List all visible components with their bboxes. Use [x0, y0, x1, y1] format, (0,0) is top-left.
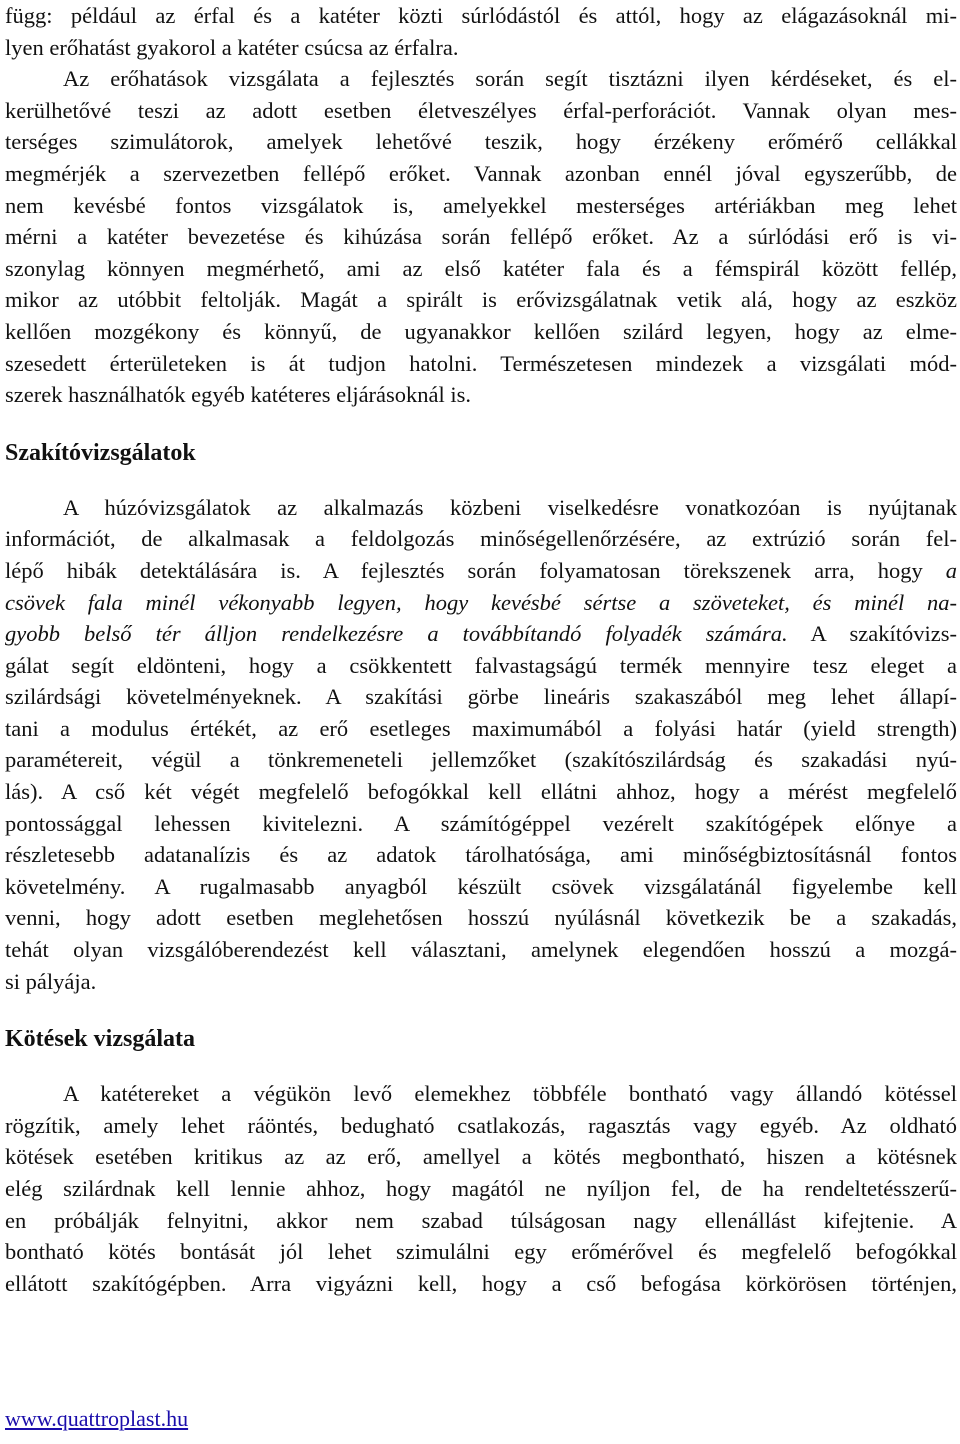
text-segment: függ: például az érfal és a katéter közti súrlódástól és attól, hogy az elágazásoknál mi- — [5, 3, 957, 28]
text-segment: gálat segít eldönteni, hogy a csökkentett falvastagságú termék mennyire tesz eleget a — [5, 652, 957, 678]
text-segment: pontossággal lehessen kivitelezni. A számítógéppel vezérelt szakítógépek előnye a — [5, 810, 957, 836]
text-segment: részletesebb adatanalízis és az adatok tárolhatósága, ami minőségbiztosításnál fontos — [5, 842, 957, 868]
text-segment: szonylag könnyen megmérhető, ami az első katéter fala és a fémspirál között fellép, — [5, 255, 957, 281]
text-line — [5, 63, 957, 95]
text-line — [5, 348, 957, 380]
text-segment: bontható kötés bontását jól lehet szimulálni egy erőmérővel és megfelelő befogókkal — [5, 1239, 957, 1265]
text-line — [5, 808, 957, 840]
text-line — [5, 902, 957, 934]
text-segment: mérni a katéter bevezetése és kihúzása során fellépő erőket. Az a súrlódási erő is vi- — [5, 224, 957, 250]
text-segment: A szakítóvizs- — [787, 621, 957, 647]
section-heading-szakitovizsgalatok: Szakítóvizsgálatok — [5, 439, 196, 466]
footer-website-link[interactable]: www.quattroplast.hu — [5, 1406, 189, 1431]
text-line — [5, 1268, 957, 1300]
text-segment: szerek használhatók egyéb katéteres eljárásoknál is. — [5, 382, 472, 408]
text-line — [5, 221, 957, 253]
text-segment: kötések esetében kritikus az az erő, amellyel a kötés megbontható, hiszen a kötésnek — [5, 1144, 957, 1170]
text-line — [5, 190, 957, 222]
text-line — [5, 1141, 957, 1173]
italic-text-segment: csövek fala minél vékonyabb legyen, hogy kevésbé sértse a szöveteket, és minél na- — [5, 589, 957, 615]
text-segment: nem kevésbé fontos vizsgálatok is, amelyekkel mesterséges artériákban meg lehet — [5, 192, 957, 218]
text-segment: rögzítik, amely lehet ráöntés, bedugható csatlakozás, ragasztás vagy egyéb. Az oldható — [5, 1112, 957, 1138]
text-segment: paramétereit, végül a tönkremeneteli jellemzőket (szakítószilárdság és szakadási nyú- — [5, 747, 957, 773]
text-line — [5, 1078, 957, 1110]
text-line — [5, 650, 957, 682]
text-segment: lyen erőhatást gyakorol a katéter csúcsa az érfalra. — [5, 34, 459, 60]
italic-text-segment: gyobb belső tér álljon rendelkezésre a továbbítandó folyadék számára. — [5, 621, 788, 647]
text-segment: elég szilárdnak kell lennie ahhoz, hogy magától ne nyíljon fel, de ha rendeltetésszerű- — [5, 1176, 957, 1201]
text-line — [5, 934, 957, 966]
text-segment: en próbálják felnyitni, akkor nem szabad túlságosan nagy ellenállást kifejtenie. A — [5, 1207, 957, 1233]
text-line — [5, 587, 957, 619]
text-segment: tehát olyan vizsgálóberendezést kell választani, amelynek elegendően hosszú a mozgá- — [5, 937, 957, 963]
text-line — [5, 1110, 957, 1142]
document-page — [5, 0, 957, 1299]
text-segment: ellátott szakítógépben. Arra vigyázni kell, hogy a cső befogása körkörösen történjen, — [5, 1270, 957, 1296]
text-segment: lás). A cső két végét megfelelő befogókkal kell ellátni ahhoz, hogy a mérést megfelelő — [5, 779, 957, 805]
text-segment: si pályája. — [5, 968, 97, 994]
italic-text-segment: a — [945, 557, 957, 583]
text-line — [5, 32, 957, 64]
text-line — [5, 776, 957, 808]
text-line — [5, 523, 957, 555]
text-line — [5, 379, 957, 411]
text-line — [5, 681, 957, 713]
text-line — [5, 618, 957, 650]
text-line — [5, 284, 957, 316]
text-line — [5, 126, 957, 158]
text-line — [5, 492, 957, 524]
text-segment: mikor az utóbbit feltolják. Magát a spirált is erővizsgálatnak vetik alá, hogy az eszköz — [5, 287, 957, 313]
text-line — [5, 0, 957, 32]
text-segment: szesedett érterületeken is át tudjon hatolni. Természetesen mindezek a vizsgálati mód- — [5, 350, 957, 376]
text-line — [5, 1205, 957, 1237]
text-line — [5, 158, 957, 190]
text-segment: követelmény. A rugalmasabb anyagból készült csövek vizsgálatánál figyelembe kell — [5, 873, 957, 899]
text-segment: megmérjék a szervezetben fellépő erőket. Vannak azonban ennél jóval egyszerűbb, de — [5, 160, 957, 186]
text-line — [5, 966, 957, 998]
text-segment: kerülhetővé teszi az adott esetben életveszélyes érfal-perforációt. Vannak olyan mes- — [5, 97, 957, 123]
paragraph-block-kotesek — [5, 1078, 957, 1299]
text-segment: információt, de alkalmasak a feldolgozás minőségellenőrzésére, az extrúzió során fel- — [5, 526, 957, 552]
text-line — [5, 744, 957, 776]
paragraph-block-szakitovizsgalatok — [5, 492, 957, 998]
text-segment: terséges szimulátorok, amelyek lehetővé teszik, hogy érzékeny erőmérő cellákkal — [5, 129, 957, 155]
text-line — [5, 839, 957, 871]
section-heading-kotesek-vizsgalata: Kötések vizsgálata — [5, 1026, 195, 1053]
text-segment: kellően mozgékony és könnyű, de ugyanakkor kellően szilárd legyen, hogy az elme- — [5, 318, 957, 344]
text-line — [5, 253, 957, 285]
text-segment: A húzóvizsgálatok az alkalmazás közbeni viselkedésre vonatkozóan is nyújtanak — [63, 494, 957, 520]
text-segment: szilárdsági követelményeknek. A szakítási görbe lineáris szakaszából meg lehet állapí- — [5, 684, 957, 710]
text-segment: A katétereket a végükön levő elemekhez többféle bontható vagy állandó kötéssel — [63, 1081, 957, 1107]
text-segment: lépő hibák detektálására is. A fejlesztés során folyamatosan törekszenek arra, hogy — [5, 557, 946, 583]
text-line — [5, 1236, 957, 1268]
text-line — [5, 95, 957, 127]
text-line — [5, 871, 957, 903]
text-line — [5, 1173, 957, 1205]
text-segment: venni, hogy adott esetben meglehetősen hosszú nyúlásnál következik be a szakadás, — [5, 905, 957, 931]
text-line — [5, 555, 957, 587]
text-line — [5, 713, 957, 745]
paragraph-block-intro — [5, 0, 957, 411]
text-line — [5, 316, 957, 348]
text-segment: Az erőhatások vizsgálata a fejlesztés során segít tisztázni ilyen kérdéseket, és el- — [63, 66, 957, 92]
text-segment: tani a modulus értékét, az erő esetleges maximumából a folyási határ (yield strength) — [5, 715, 957, 741]
